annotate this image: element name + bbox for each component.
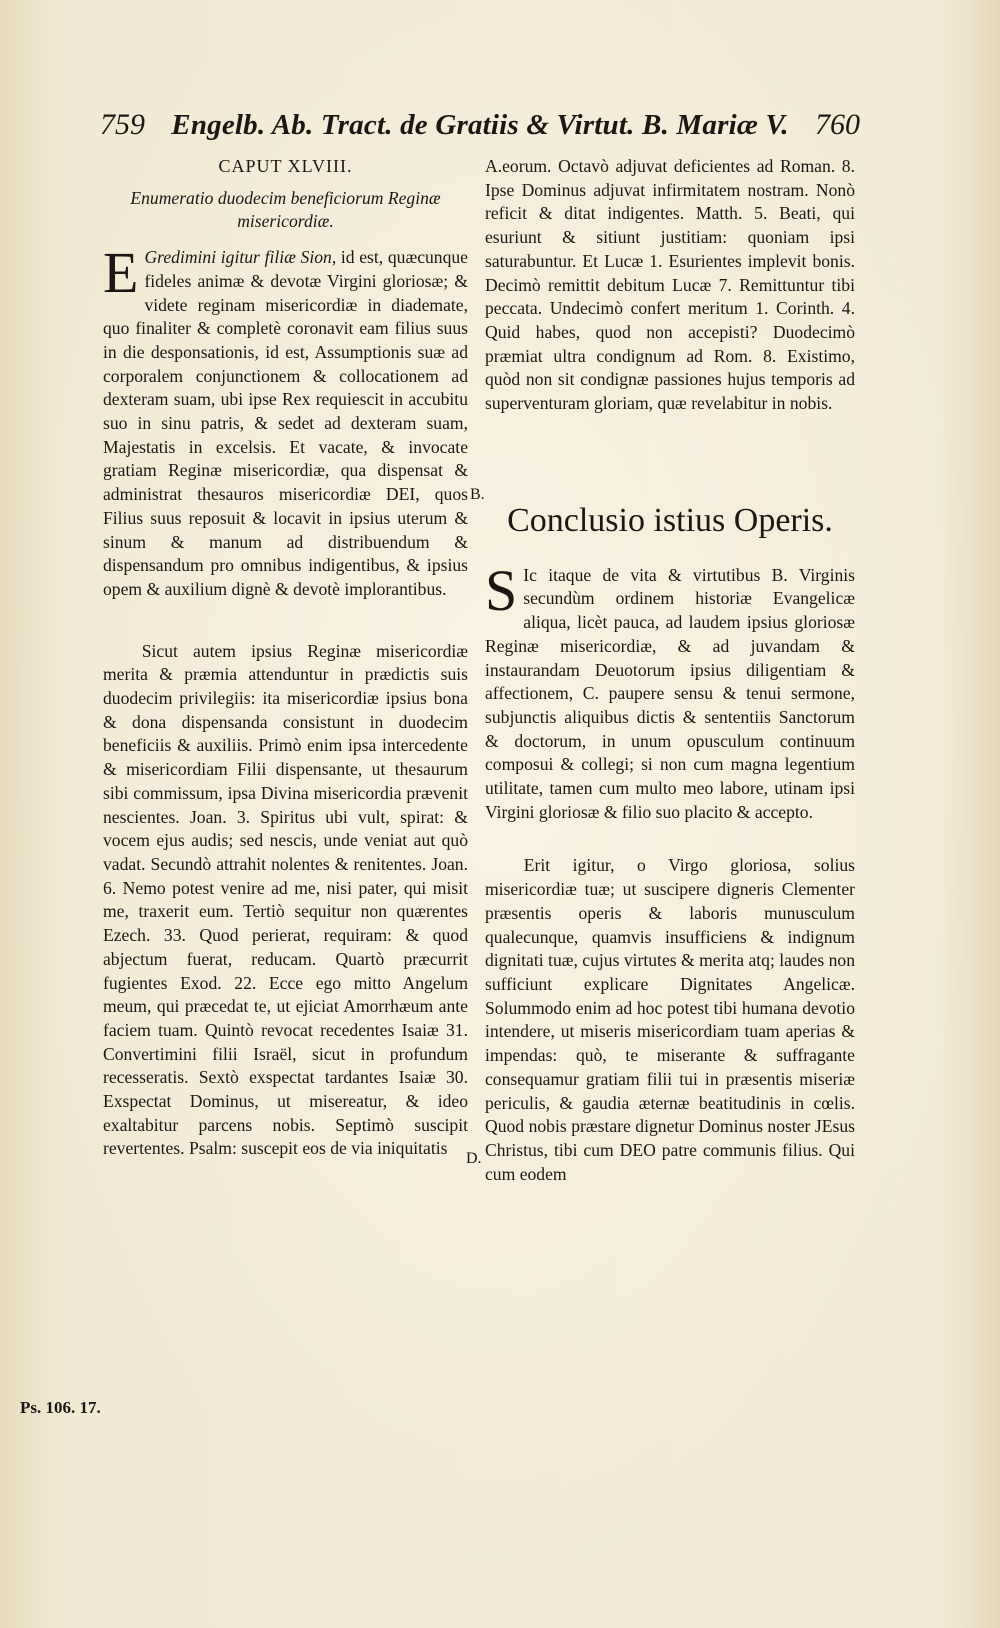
margin-reference: Ps. 106. 17. [20,1398,101,1417]
chapter-subtitle: Enumeratio duodecim beneficiorum Reginæ misericordiæ. [130,187,441,232]
right-column [485,155,855,1186]
section-heading: Conclusio istius Operis. [507,501,833,539]
drop-cap: E [103,240,139,306]
paragraph: Erit igitur, o Virgo gloriosa, solius misericordiæ tuæ; ut suscipere digneris Clementer præsentis operis & laboris munusculum qualecunque, quamvis insufficiens & indignum dignitati tuæ, cujus virtutes & merita atq; laudes non sufficiunt explicare Dignitates Angelicæ. Solummodo enim ad hoc potest tibi humana devotio intendere, ut miseris misericordiam tuam aperias & impendas: quò, te miserante & suffragante consequamur gratiam filii tui in præsentis miseriæ periculis, & gaudia æternæ beatitudinis in cœlis. Quod nobis præstare dignetur Dominus noster JEsus Christus, tibi cum DEO patre communis filius. Qui cum eodem [485,855,855,1184]
paragraph-text: , id est, quæcunque fideles animæ & devotæ Virgini gloriosæ; & videte reginam misericordiæ in diademate, quo finaliter & completè coronavit eam filius suus in die desponsationis, id est, Assumptionis suæ ad corporalem conjunctionem & collocationem ad dexteram suam, ubi ipse Rex requiescit in accubitu suo in sinu patris, & sedet ad dexteram suam, Majestatis in excelsis. Et vacate, & invocate gratiam Reginæ misericordiæ, qua dispensat & administrat thesauros misericordiæ DEI, quos Filius suus reposuit & locavit in ipsius uterum & sinum & manum ad distribuendum & dispensandum pro omnibus indigentibus, & ipsius opem & auxilium dignè & devotè implorantibus. [103,247,468,599]
page-number-left: 759 [100,108,145,141]
paragraph [103,240,468,602]
margin-marker-b: B. [470,486,485,503]
drop-cap: S [485,557,518,623]
page-number-right: 760 [815,108,860,141]
paragraph: A.eorum. Octavò adjuvat deficientes ad Roman. 8. Ipse Dominus adjuvat infirmitatem nostram. Nonò reficit & ditat indigentes. Matth. 5. Beati, qui esuriunt & sitiunt justitiam: quoniam ipsi saturabuntur. Et Lucæ 1. Esurientes implevit bonis. Decimò remittit debitum Lucæ 7. Remittuntur tibi peccata. Undecimò confert meritum 1. Corinth. 4. Quid habes, quod non accepisti? Duodecimò præmiat ultra condignum ad Rom. 8. Existimo, quòd non sit condignæ passiones hujus temporis ad superventuram gloriam, quæ revelabitur in nobis. [485,156,855,414]
left-column [103,155,468,1161]
italic-phrase: Gredimini igitur filiæ Sion [144,247,332,268]
margin-marker-d: D. [466,1150,482,1167]
running-title: Engelb. Ab. Tract. de Gratiis & Virtut. B. Mariæ V. [171,109,789,141]
paragraph-text: Ic itaque de vita & virtutibus B. Virginis secundùm ordinem historiæ Evangelicæ aliqua, licèt pauca, ad laudem ipsius gloriosæ Reginæ misericordiæ, & ad juvandam & instaurandam Deuotorum ipsius diligentiam & affectionem, C. paupere sensu & tenui sermone, subjunctis aliquibus dictis & sententiis Sanctorum & doctorum, in unum opusculum continuum composui & collegi; si non cum magna legentium utilitate, tamen cum multo meo labore, utinam ipsi Virgini gloriosæ & filio suo placito & accepto. [485,564,855,822]
paragraph: Sicut autem ipsius Reginæ misericordiæ merita & præmia attenduntur in prædictis suis duodecim privilegiis: ita misericordiæ ipsius bona & dona dispensanda consistunt in duodecim beneficiis & auxiliis. Primò enim ipsa intercedente & misericordiam Filii dispensante, ut thesaurum sibi commissum, ipsa Divina misericordia prævenit nescientes. Joan. 3. Spiritus ubi vult, spirat: & vocem ejus audis; sed nescis, unde veniat aut quò vadat. Secundò attrahit nolentes & renitentes. Joan. 6. Nemo potest venire ad me, nisi pater, qui misit me, traxerit eum. Tertiò sequitur non quærentes Ezech. 33. Quod perierat, requiram: & quod abjectum fuerat, reducam. Quartò præcurrit fugientes Exod. 22. Ecce ego mitto Angelum meum, qui præcedat te, ut ejiciat Amorrhæum ante faciem tuam. Quintò revocat recedentes Isaiæ 31. Convertimini filii Israël, sicut in profundum recesseratis. Sextò exspectat tardantes Isaiæ 30. Exspectat Dominus, ut misereatur, & ideo exaltabitur parcens nobis. Septimò suscipit revertentes. Psalm: suscepit eos de via iniquitatis [103,640,468,1159]
running-header [100,108,860,150]
chapter-heading: CAPUT XLVIII. [218,156,353,176]
paragraph [485,557,855,825]
